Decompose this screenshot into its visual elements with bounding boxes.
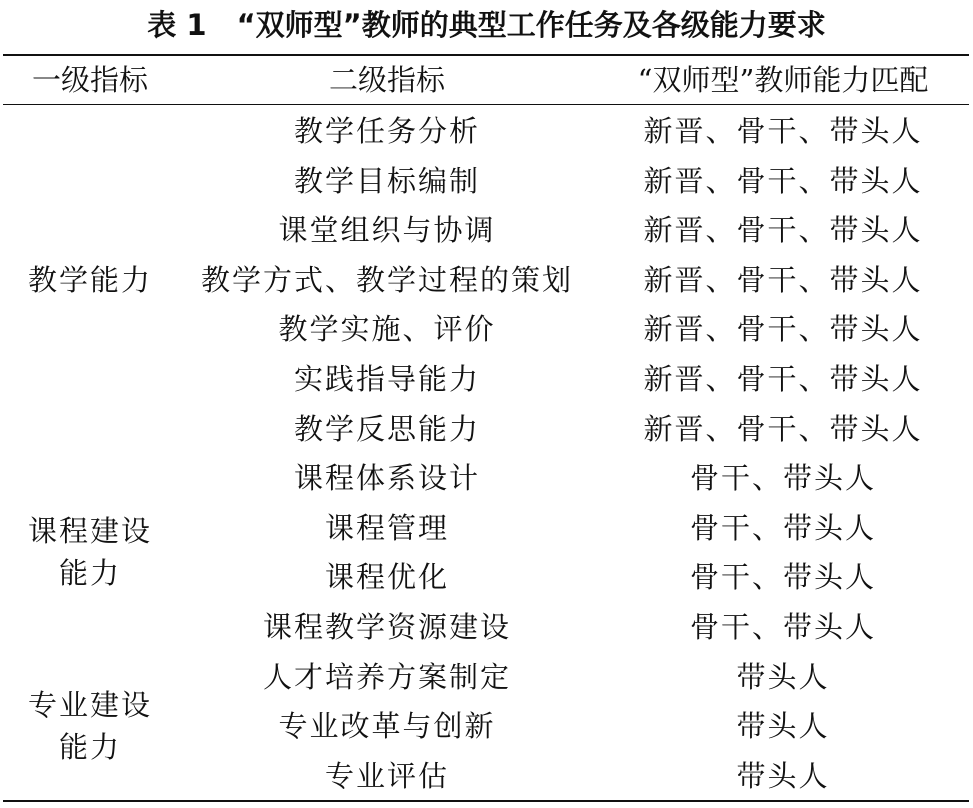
table-title: “双师型”教师的典型工作任务及各级能力要求 <box>236 8 826 42</box>
indicator-cell: 课程管理 <box>324 510 449 545</box>
group-label <box>3 453 177 651</box>
match-cell: 新晋、骨干、带头人 <box>643 213 923 248</box>
indicator-cell: 教学任务分析 <box>293 114 480 148</box>
indicator-cell: 专业改革与创新 <box>278 709 496 744</box>
table-header-rule <box>3 104 969 105</box>
match-cell: 新晋、骨干、带头人 <box>643 362 923 396</box>
group-label-line: 专业建设 <box>27 687 152 722</box>
group-label-line: 能力 <box>58 729 121 764</box>
match-cell: 骨干、带头人 <box>689 510 876 545</box>
match-cell: 带头人 <box>736 758 830 793</box>
table-caption <box>0 0 973 50</box>
match-cell: 骨干、带头人 <box>689 610 876 644</box>
indicator-cell: 实践指导能力 <box>293 362 480 396</box>
header-level2: 二级指标 <box>328 63 445 97</box>
match-cell: 新晋、骨干、带头人 <box>643 163 923 198</box>
indicator-cell: 人才培养方案制定 <box>262 659 511 694</box>
indicator-cell: 课堂组织与协调 <box>278 213 496 248</box>
indicator-cell: 教学目标编制 <box>293 163 480 198</box>
table-bottom-rule <box>3 800 969 802</box>
table-number: 表 1 <box>147 8 207 42</box>
match-cell: 带头人 <box>736 709 830 744</box>
indicator-cell: 专业评估 <box>324 758 449 793</box>
indicator-cell: 课程体系设计 <box>293 461 480 496</box>
group-label-line: 课程建设 <box>27 514 152 549</box>
indicator-cell: 课程优化 <box>324 560 449 595</box>
match-cell: 骨干、带头人 <box>689 461 876 496</box>
match-cell: 带头人 <box>736 659 830 694</box>
indicator-cell: 教学实施、评价 <box>278 312 496 347</box>
indicator-cell: 教学反思能力 <box>293 411 480 446</box>
match-cell: 新晋、骨干、带头人 <box>643 114 923 148</box>
header-level1: 一级指标 <box>31 63 148 97</box>
group-label-line: 能力 <box>58 556 121 591</box>
match-cell: 骨干、带头人 <box>689 560 876 595</box>
group-label <box>3 106 177 453</box>
match-cell: 新晋、骨干、带头人 <box>643 262 923 297</box>
indicator-cell: 课程教学资源建设 <box>262 610 511 644</box>
match-cell: 新晋、骨干、带头人 <box>643 411 923 446</box>
match-cell: 新晋、骨干、带头人 <box>643 312 923 347</box>
header-match: “双师型”教师能力匹配 <box>637 63 929 97</box>
group-label <box>3 652 177 801</box>
indicator-cell: 教学方式、教学过程的策划 <box>200 262 573 297</box>
group-label-line: 教学能力 <box>27 262 152 297</box>
